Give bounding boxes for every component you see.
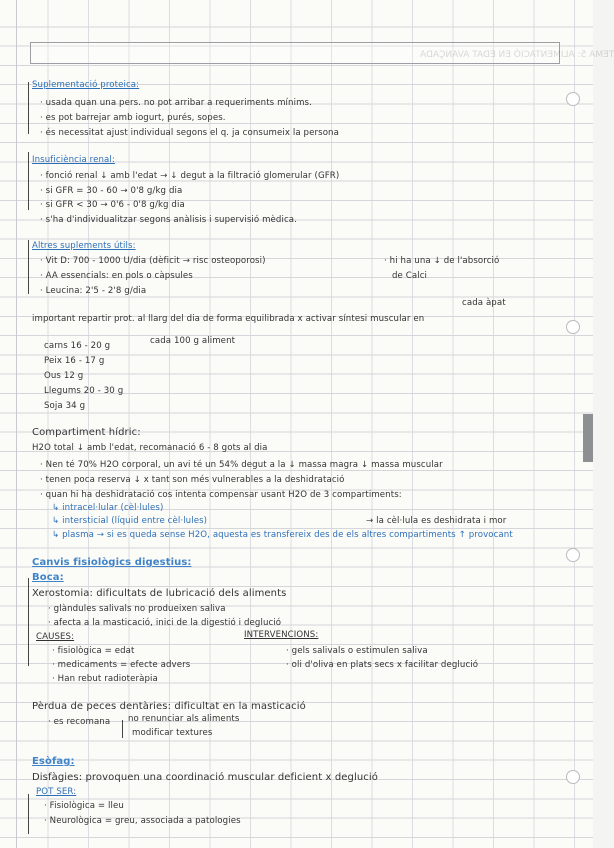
note-line: · Vit D: 700 - 1000 U/dia (dèficit → risc osteoporosi): [40, 256, 266, 266]
binder-hole-icon: [566, 548, 580, 562]
note-line: cada àpat: [462, 298, 506, 308]
note-line: important repartir prot. al llarg del dia de forma equilibrada x activar síntesi muscular en: [32, 314, 425, 324]
note-line: · tenen poca reserva ↓ x tant son més vulnerables a la deshidratació: [40, 475, 345, 485]
note-line: · AA essencials: en pols o càpsules: [40, 271, 193, 281]
section-bracket: [28, 794, 37, 834]
note-line: no renunciar als aliments: [128, 714, 240, 724]
note-line: H2O total ↓ amb l'edat, recomanació 6 - 8 gots al dia: [32, 443, 268, 453]
note-line: · Nen té 70% H2O corporal, un avi té un 54% degut a la ↓ massa magra ↓ massa muscular: [40, 460, 443, 470]
note-line: cada 100 g aliment: [150, 336, 236, 346]
margin-line: [16, 0, 17, 848]
label-intervencions: INTERVENCIONS:: [244, 630, 319, 640]
note-line: Xerostomia: dificultats de lubricació dels aliments: [32, 588, 287, 599]
heading-altres: Altres suplements útils:: [32, 241, 136, 251]
note-line: · fisiològica = edat: [52, 646, 135, 656]
note-line: · Fisiològica = lleu: [44, 801, 124, 811]
binder-hole-icon: [566, 92, 580, 106]
heading-boca: Boca:: [32, 572, 64, 583]
binder-hole-icon: [566, 770, 580, 784]
index-tab: [583, 414, 593, 462]
protein-row: carns 16 - 20 g: [44, 341, 111, 351]
note-line: · gels salivals o estimulen saliva: [286, 646, 428, 656]
note-line: · Leucina: 2'5 - 2'8 g/dia: [40, 286, 147, 296]
heading-canvis: Canvis fisiològics digestius:: [32, 557, 192, 568]
protein-row: Peix 16 - 17 g: [44, 356, 105, 366]
note-line: ↳ intracel·lular (cèl·lules): [52, 503, 164, 513]
note-line: · si GFR < 30 → 0'6 - 0'8 g/kg dia: [40, 200, 185, 210]
brace: [122, 720, 127, 738]
heading-insuficiencia: Insuficiència renal:: [32, 155, 115, 165]
label-causes: CAUSES:: [36, 632, 75, 642]
heading-hidric: Compartiment hídric:: [32, 427, 141, 438]
note-line: ↳ plasma → si es queda sense H2O, aquesta es transfereix des de els altres compartiments ↑ provocant: [52, 530, 513, 540]
note-line: Disfàgies: provoquen una coordinació muscular deficient x deglució: [32, 772, 378, 783]
protein-row: Llegums 20 - 30 g: [44, 386, 124, 396]
note-line: ↳ intersticial (líquid entre cèl·lules): [52, 516, 208, 526]
binder-hole-icon: [566, 320, 580, 334]
note-line: · Neurològica = greu, associada a patologies: [44, 816, 241, 826]
label-pot-ser: POT SER:: [36, 787, 77, 797]
note-line: · glàndules salivals no produeixen saliva: [48, 604, 226, 614]
note-line: · s'ha d'individualitzar segons anàlisis i supervisió mèdica.: [40, 215, 298, 225]
note-line: · Han rebut radioteràpia: [52, 674, 158, 684]
heading-esofag: Esòfag:: [32, 756, 75, 767]
note-line: de Calci: [392, 271, 428, 281]
note-line: modificar textures: [132, 728, 213, 738]
note-line: · es recomana: [48, 717, 111, 727]
note-line: · usada quan una pers. no pot arribar a requeriments mínims.: [40, 98, 312, 108]
note-line: · medicaments = efecte advers: [52, 660, 191, 670]
note-line: → la cèl·lula es deshidrata i mor: [366, 516, 507, 526]
ghost-title: TEMA 5: ALIMENTACIÓ EN EDAT AVANÇADA: [420, 50, 614, 60]
note-line: · es pot barrejar amb iogurt, purés, sopes.: [40, 113, 226, 123]
protein-row: Ous 12 g: [44, 371, 84, 381]
protein-row: Soja 34 g: [44, 401, 86, 411]
note-line: · és necessitat ajust individual segons el q. ja consumeix la persona: [40, 128, 339, 138]
note-line: · si GFR = 30 - 60 → 0'8 g/kg dia: [40, 186, 183, 196]
heading-suplementacio: Suplementació proteica:: [32, 80, 140, 90]
note-line: · fonció renal ↓ amb l'edat → ↓ degut a la filtració glomerular (GFR): [40, 171, 340, 181]
note-line: · oli d'oliva en plats secs x facilitar deglució: [286, 660, 479, 670]
note-line: · hi ha una ↓ de l'absorció: [384, 256, 500, 266]
note-line: · quan hi ha deshidratació cos intenta compensar usant H2O de 3 compartiments:: [40, 490, 402, 500]
note-line: · afecta a la masticació, inici de la digestió i deglució: [48, 618, 282, 628]
heading-perdua: Pèrdua de peces dentàries: dificultat en la masticació: [32, 701, 306, 712]
